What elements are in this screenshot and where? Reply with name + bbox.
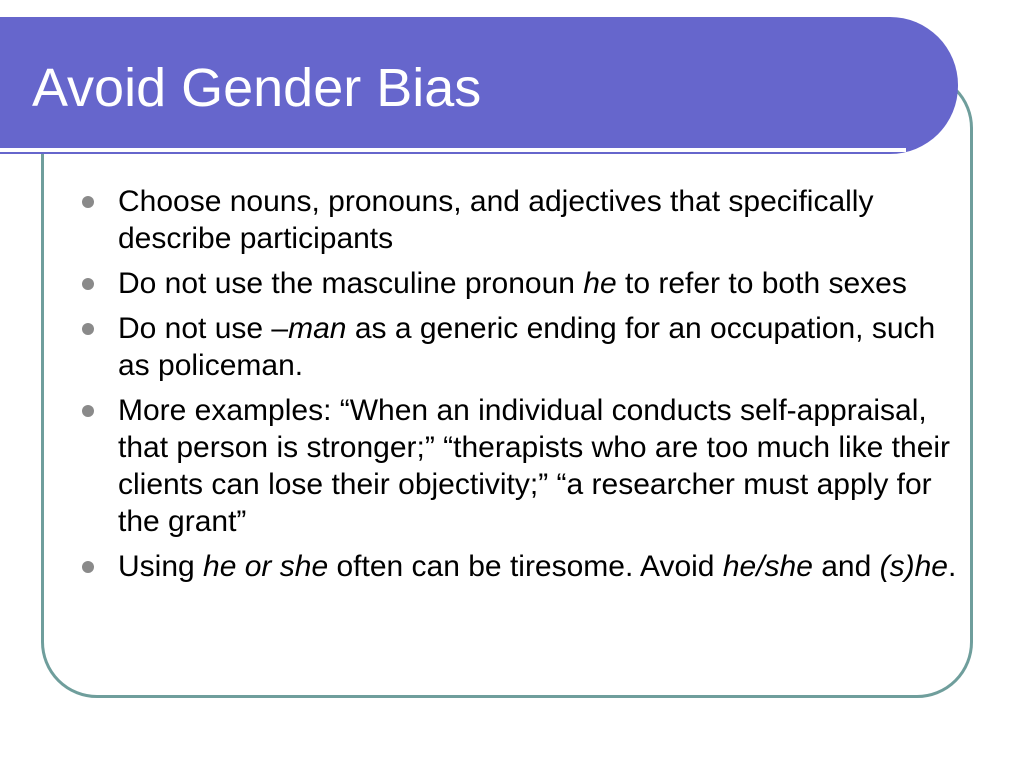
title-band xyxy=(0,17,958,154)
bullet-item xyxy=(82,183,962,257)
bullet-italic-term: (s)he xyxy=(879,550,948,583)
bullet-text: to refer to both sexes xyxy=(616,267,907,300)
bullet-italic-term: man xyxy=(288,312,347,345)
bullet-text: More examples: “When an individual conducts self-appraisal, that person is stronger;” “therapists who are too much like their clients can lose their objectivity;” “a researcher must apply for the grant” xyxy=(118,394,951,538)
bullet-italic-term: he xyxy=(583,267,617,300)
bullet-dot-icon xyxy=(82,561,94,573)
bullet-dot-icon xyxy=(82,405,94,417)
bullet-text: often can be tiresome. Avoid xyxy=(328,550,723,583)
bullet-text: Using xyxy=(118,550,204,583)
bullet-text: Choose nouns, pronouns, and adjectives that specifically describe participants xyxy=(118,185,874,255)
bullet-italic-term: he/she xyxy=(722,550,813,583)
bullet-item xyxy=(82,265,962,302)
bullet-list xyxy=(82,183,962,593)
bullet-item xyxy=(82,392,962,540)
bullet-text: and xyxy=(812,550,880,583)
bullet-item xyxy=(82,548,962,585)
bullet-text: . xyxy=(948,550,957,583)
bullet-dot-icon xyxy=(82,323,94,335)
title-underline xyxy=(0,148,906,152)
bullet-text: Do not use – xyxy=(118,312,289,345)
bullet-dot-icon xyxy=(82,196,94,208)
bullet-text: Do not use the masculine pronoun xyxy=(118,267,584,300)
slide-title: Avoid Gender Bias xyxy=(32,58,482,118)
bullet-text: as a generic ending for an occupation, such as policeman. xyxy=(118,312,936,382)
bullet-italic-term: he or she xyxy=(203,550,329,583)
bullet-dot-icon xyxy=(82,278,94,290)
bullet-item xyxy=(82,310,962,384)
